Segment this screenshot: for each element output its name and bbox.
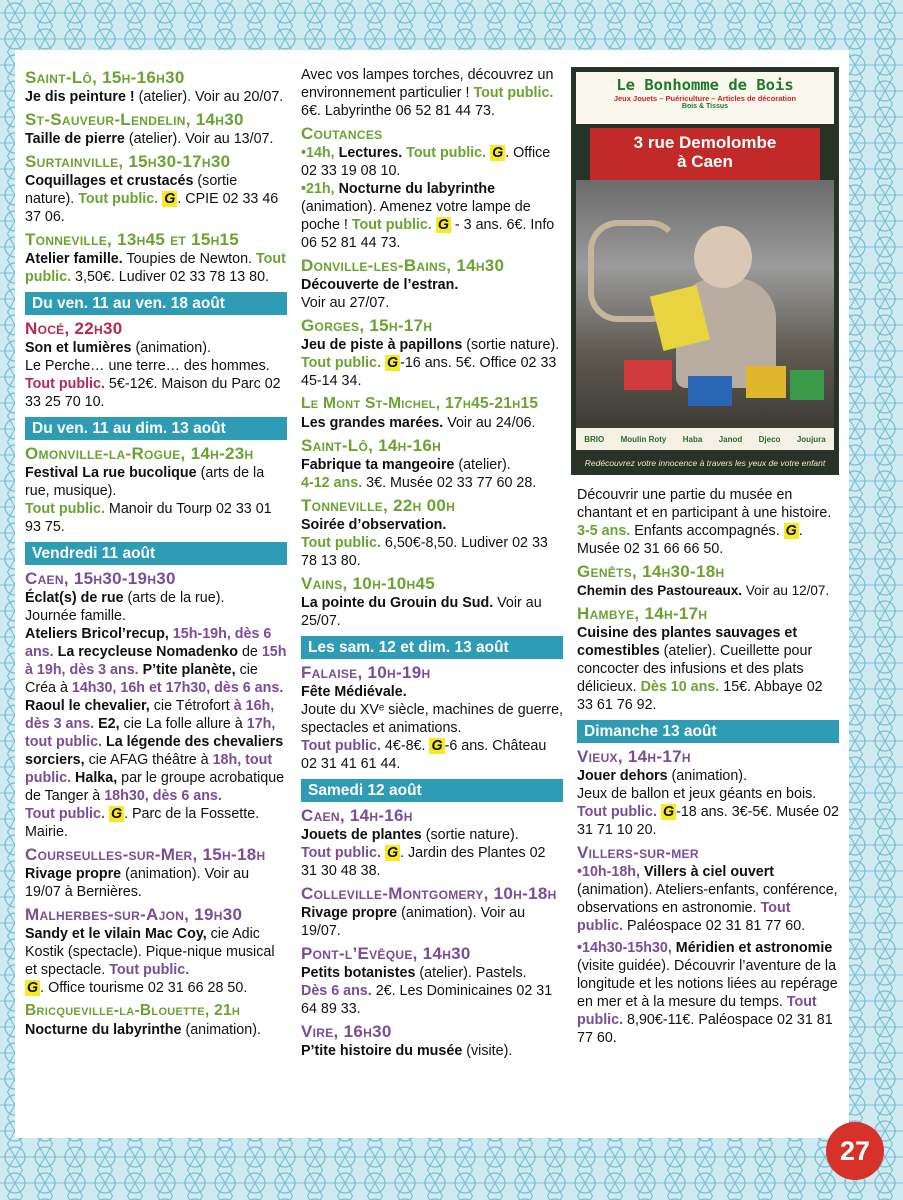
free-badge: G: [164, 191, 176, 207]
event-title: Genêts, 14h30-18h: [577, 562, 725, 581]
ad-subtitle: Jeux Jouets – Puériculture – Articles de décoration: [613, 94, 797, 103]
event-title: Vieux, 14h-17h: [577, 747, 691, 766]
event-text: Découverte de l’estran. Voir au 27/07.: [301, 277, 459, 311]
event-title: Vains, 10h-10h45: [301, 574, 435, 593]
ad-logo: Le Bonhomme de Bois: [616, 76, 794, 94]
event-title: Malherbes-sur-Ajon, 19h30: [25, 905, 243, 924]
event-text: Petits botanistes (atelier). Pastels. Dès 6 ans. 2€. Les Dominicaines 02 31 64 89 33.: [301, 965, 553, 1017]
event-title: Tonneville, 13h45 et 15h15: [25, 230, 240, 249]
date-band: Les sam. 12 et dim. 13 août: [301, 636, 563, 659]
ad-slogan: Redécouvrez votre innocence à travers les yeux de votre enfant: [584, 458, 826, 468]
event-text: •14h, Lectures. Tout public. G . Office 02 33 19 08 10.: [301, 145, 551, 179]
toy-train-shape: [624, 360, 672, 390]
event-text: Fête Médiévale. Joute du XVᵉ siècle, machines de guerre, spectacles et animations. Tout public. 4€-8€. G -6 ans. Château 02 31 41 61 44.: [301, 684, 564, 772]
brand-logo: Moulin Roty: [620, 434, 667, 444]
event-text: Coquillages et crustacés (sortie nature). Tout public. G . CPIE 02 33 46 37 06.: [25, 173, 279, 225]
event-title: Gorges, 15h-17h: [301, 316, 433, 335]
date-band: Du ven. 11 au dim. 13 août: [25, 417, 287, 440]
date-band: Du ven. 11 au ven. 18 août: [25, 292, 287, 315]
event-title: Hambye, 14h-17h: [577, 604, 708, 623]
child-face-shape: [694, 226, 752, 288]
shop-advertisement: [571, 67, 839, 475]
event-title: Omonville-la-Rogue, 14h-23h: [25, 444, 254, 463]
event-text: Rivage propre (animation). Voir au 19/07 à Bernières.: [25, 866, 250, 900]
ad-address: 3 rue Demolombe à Caen: [590, 128, 820, 180]
event-text: •14h30-15h30, Méridien et astronomie (visite guidée). Découvrir l’aventure de la longitude et les notions liées au repérage en mer et à la mesure du temps. Tout public. 8,90€-11€. Paléospace 02 31 81 77 60.: [577, 940, 838, 1046]
free-badge: G: [785, 523, 797, 539]
event-text: Avec vos lampes torches, découvrez un environnement particulier ! Tout public. 6€. Labyrinthe 06 52 81 44 73.: [301, 67, 554, 119]
event-text: •10h-18h, Villers à ciel ouvert (animation). Ateliers-enfants, conférence, observations en astronomie. Tout public. Paléospace 02 31 81 77 60.: [577, 864, 838, 934]
event-text: Jeu de piste à papillons (sortie nature). Tout public. G -16 ans. 5€. Office 02 33 45-14 34.: [301, 337, 560, 389]
event-text: Son et lumières (animation). Le Perche… une terre… des hommes. Tout public. 5€-12€. Maison du Parc 02 33 25 70 10.: [25, 340, 281, 410]
event-title: Nocé, 22h30: [25, 319, 123, 338]
event-title: Saint-Lô, 15h-16h30: [25, 68, 185, 87]
page-number: 27: [826, 1122, 884, 1180]
event-text: Rivage propre (animation). Voir au 19/07.: [301, 905, 526, 939]
event-text: Jouer dehors (animation). Jeux de ballon et jeux géants en bois. Tout public. G -18 ans. 3€-5€. Musée 02 31 71 10 20.: [577, 768, 839, 838]
event-text: Festival La rue bucolique (arts de la rue, musique). Tout public. Manoir du Tourp 02 33 01 93 75.: [25, 465, 272, 535]
event-title: Falaise, 10h-19h: [301, 663, 431, 682]
brand-logo: BRIO: [584, 434, 605, 444]
free-badge: G: [431, 738, 443, 754]
ad-brands: [576, 428, 834, 450]
toy-train-shape: [688, 376, 732, 406]
event-text: Éclat(s) de rue (arts de la rue). Journée famille. Ateliers Bricol’recup, 15h-19h, dès 6 ans. La recycleuse Nomadenko de 15h à 19h, dès 3 ans. P’tite planète, cie Créa à 14h30, 16h et 17h30, dès 6 ans. Raoul le chevalier, cie Tétrofort à 16h, dès 3 ans. E2, cie La folle allure à 17h, tout public. La légende des chevaliers sorciers, cie AFAG théâtre à 18h, tout public. Halka, par le groupe acrobatique de Tanger à 18h30, dès 6 ans. Tout public. G . Parc de la Fossette. Mairie.: [25, 590, 287, 840]
brand-logo: Djeco: [758, 434, 781, 444]
event-text: Fabrique ta mangeoire (atelier). 4-12 ans. 3€. Musée 02 33 77 60 28.: [301, 457, 537, 491]
free-badge: G: [386, 355, 399, 371]
event-title: Tonneville, 22h 00h: [301, 496, 456, 515]
event-title: Caen, 14h-16h: [301, 806, 413, 825]
event-text: Atelier famille. Toupies de Newton. Tout public. 3,50€. Ludiver 02 33 78 13 80.: [25, 251, 286, 285]
event-title: Bricqueville-la-Blouette, 21h: [25, 1002, 241, 1019]
event-title: Saint-Lô, 14h-16h: [301, 436, 442, 455]
toy-train-shape: [790, 370, 824, 400]
date-band: Vendredi 11 août: [25, 542, 287, 565]
event-text: Les grandes marées. Voir au 24/06.: [301, 415, 536, 431]
event-title: St-Sauveur-Lendelin, 14h30: [25, 110, 244, 129]
free-badge: G: [27, 980, 39, 996]
free-badge: G: [662, 804, 675, 820]
free-badge: G: [492, 145, 504, 161]
column-3: [577, 486, 839, 1047]
event-text: Jouets de plantes (sortie nature). Tout public. G . Jardin des Plantes 02 31 30 48 38.: [301, 827, 546, 879]
event-text: Nocturne du labyrinthe (animation).: [25, 1022, 261, 1038]
free-badge: G: [110, 806, 123, 822]
event-title: Courseulles-sur-Mer, 15h-18h: [25, 845, 266, 864]
event-title: Vire, 16h30: [301, 1022, 392, 1041]
event-title: Villers-sur-mer: [577, 843, 699, 862]
date-band: Dimanche 13 août: [577, 720, 839, 743]
event-text: Découvrir une partie du musée en chantant et en participant à une histoire. 3-5 ans. Enfants accompagnés. G . Musée 02 31 66 66 50.: [577, 487, 832, 557]
event-title: Donville-les-Bains, 14h30: [301, 256, 505, 275]
event-text: Chemin des Pastoureaux. Voir au 12/07.: [577, 583, 830, 598]
event-title: Pont-l’Evêque, 14h30: [301, 944, 471, 963]
event-title: Le Mont St-Michel, 17h45-21h15: [301, 395, 539, 412]
ad-subtitle-2: Bois & Tissus: [681, 103, 729, 110]
brand-logo: Joujura: [796, 434, 826, 444]
column-1: [25, 64, 287, 1039]
event-text: Taille de pierre (atelier). Voir au 13/07.: [25, 131, 274, 147]
event-title: Colleville-Montgomery, 10h-18h: [301, 884, 557, 903]
free-badge: G: [437, 217, 449, 233]
event-text: Sandy et le vilain Mac Coy, cie Adic Kostik (spectacle). Pique-nique musical et spectacle. Tout public. G . Office tourisme 02 31 66 28 50.: [25, 926, 275, 996]
date-band: Samedi 12 août: [301, 779, 563, 802]
ad-header: [576, 72, 834, 124]
column-2: [301, 66, 563, 1060]
brand-logo: Haba: [682, 434, 703, 444]
event-title: Coutances: [301, 124, 383, 143]
event-title: Caen, 15h30-19h30: [25, 569, 176, 588]
event-text: •21h, Nocturne du labyrinthe (animation). Amenez votre lampe de poche ! Tout public. G - 3 ans. 6€. Info 06 52 81 44 73.: [301, 181, 555, 251]
free-badge: G: [386, 845, 399, 861]
ad-photo: [576, 180, 834, 428]
brand-logo: Janod: [718, 434, 743, 444]
agenda-page: [15, 50, 849, 1138]
event-title: Surtainville, 15h30-17h30: [25, 152, 231, 171]
event-text: Soirée d’observation. Tout public. 6,50€-8,50. Ludiver 02 33 78 13 80.: [301, 517, 548, 569]
event-text: Je dis peinture ! (atelier). Voir au 20/07.: [25, 89, 284, 105]
event-text: P’tite histoire du musée (visite).: [301, 1043, 513, 1059]
event-text: La pointe du Grouin du Sud. Voir au 25/07.: [301, 595, 542, 629]
toy-train-shape: [746, 366, 786, 398]
event-text: Cuisine des plantes sauvages et comestibles (atelier). Cueillette pour concocter des infusions et des plats délicieux. Dès 10 ans. 15€. Abbaye 02 33 61 76 92.: [577, 625, 823, 713]
